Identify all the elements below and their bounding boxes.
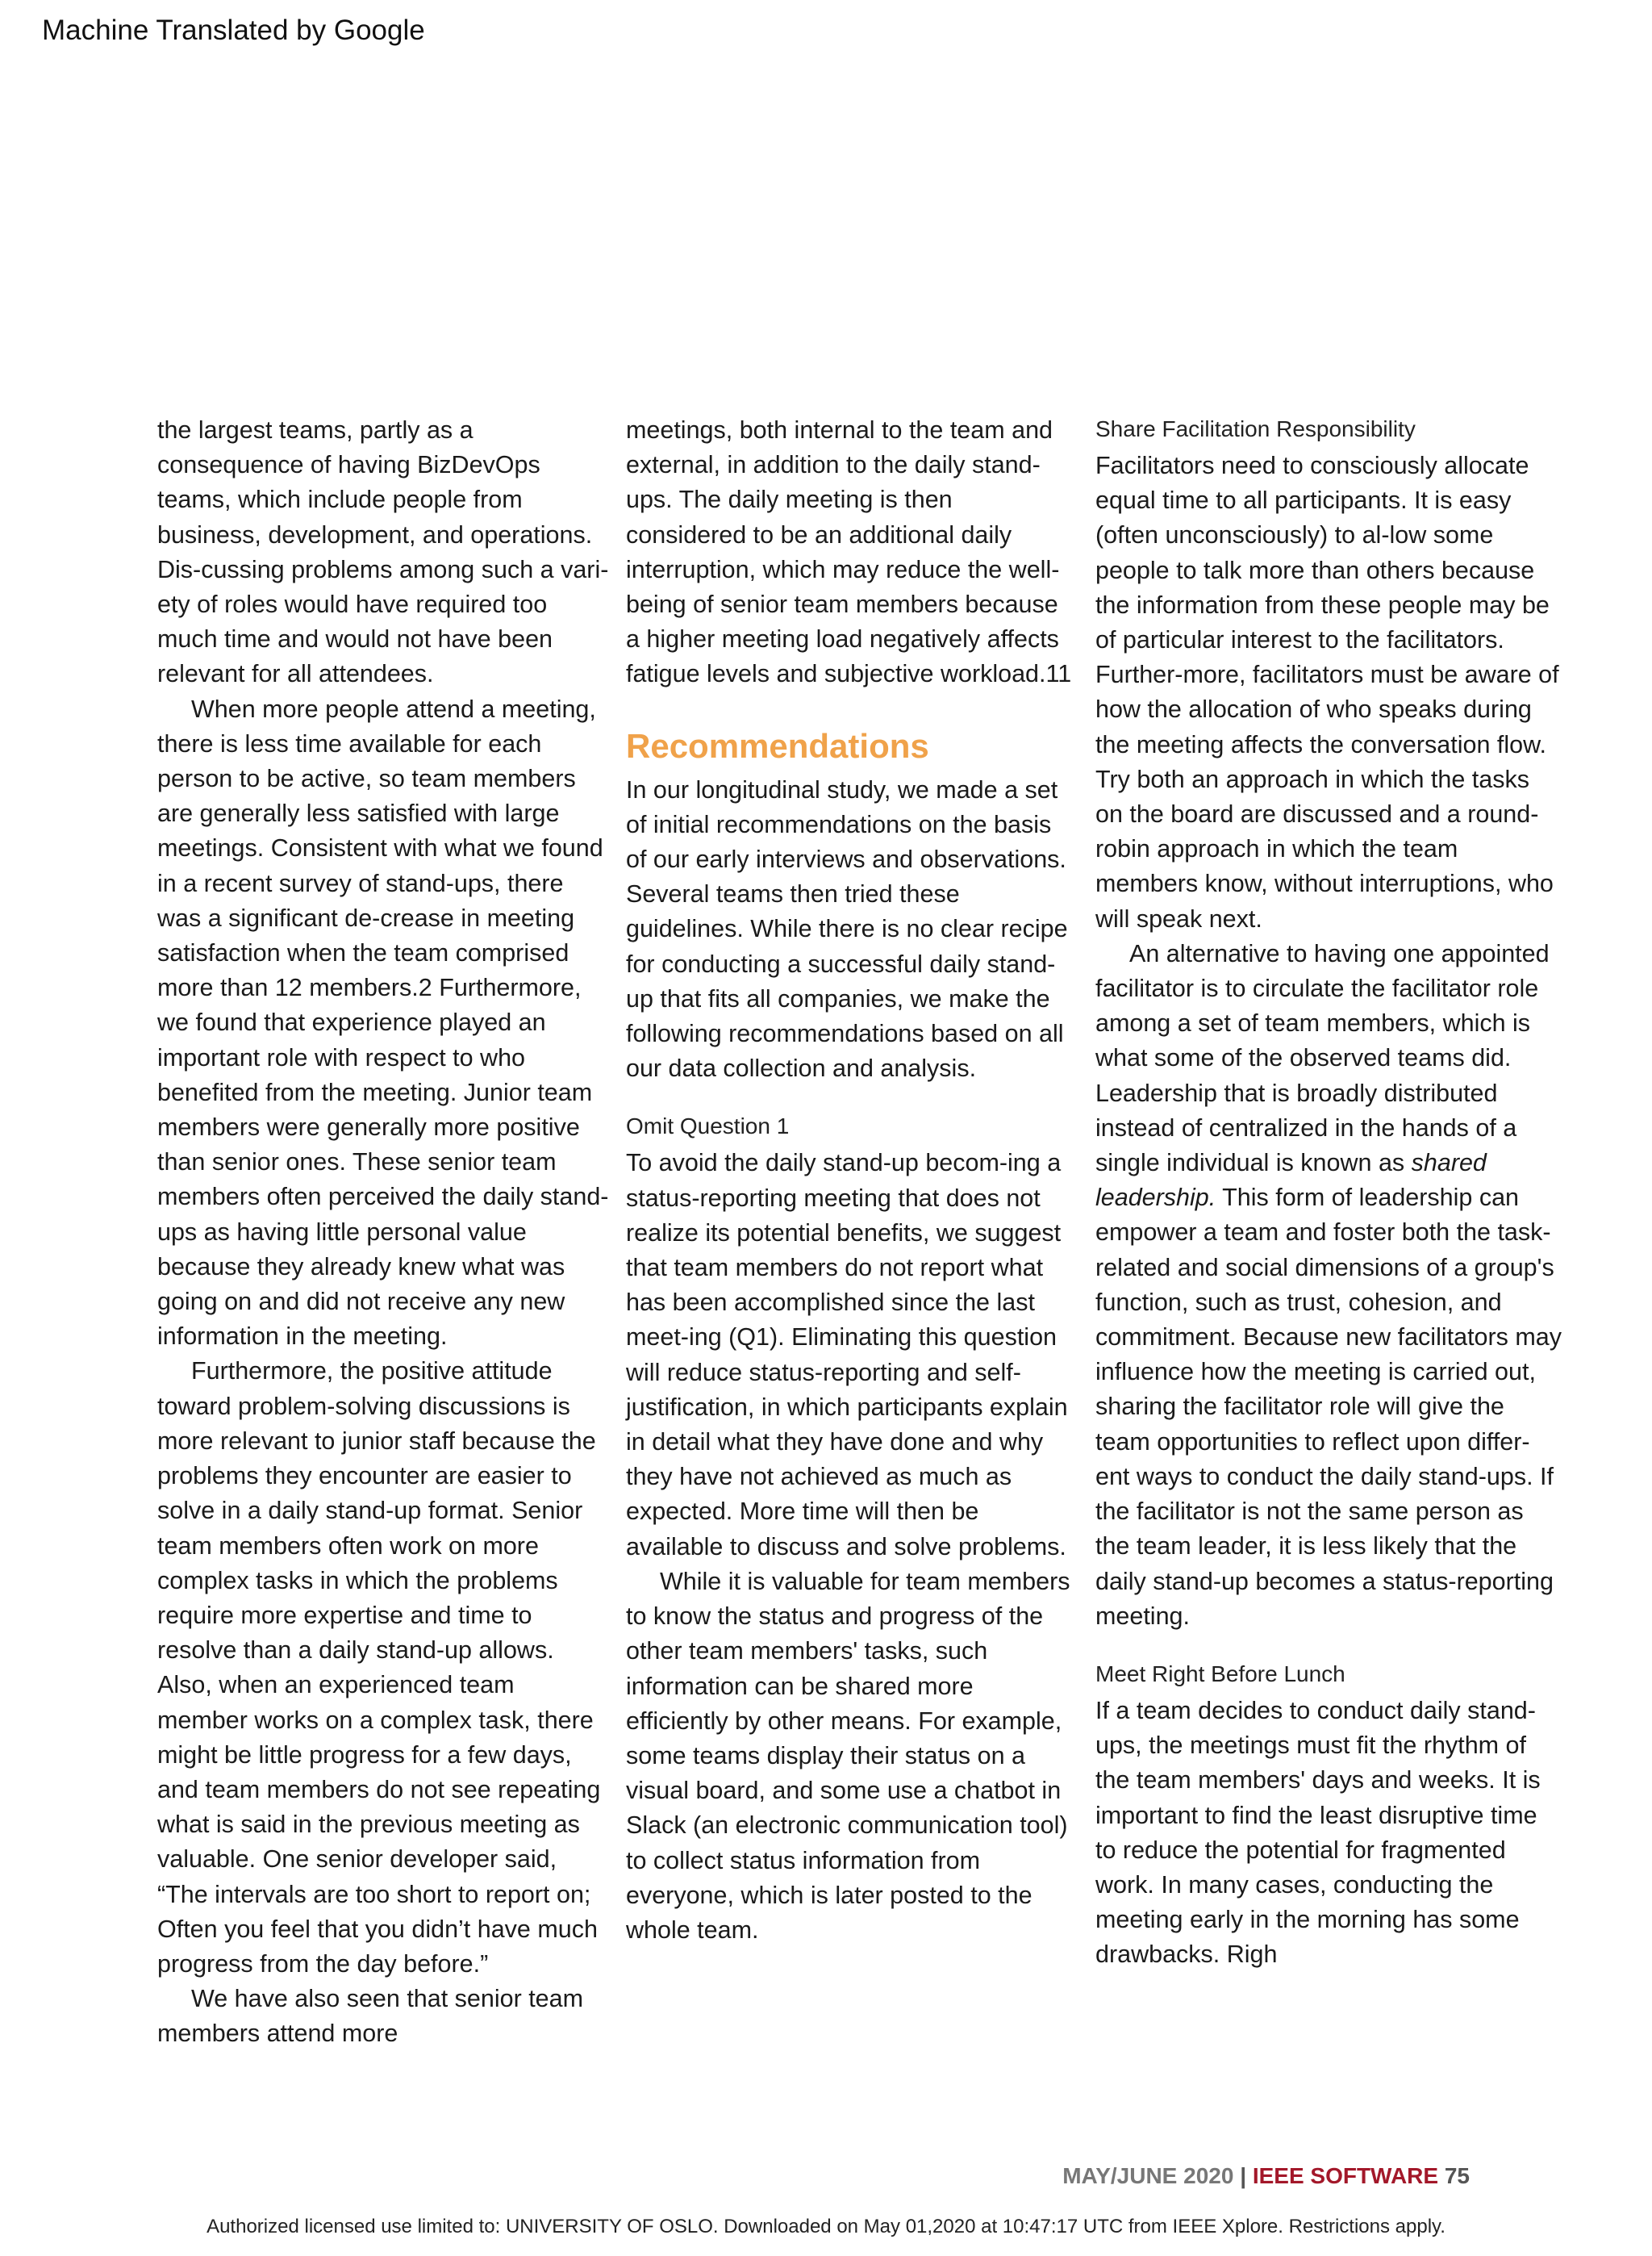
paragraph: We have also seen that senior team members attend more [157, 1985, 584, 2048]
paragraph: If a team decides to conduct daily stand-ups, the meetings must fit the rhythm of the team members' days and weeks. It is important to find the least disruptive time to reduce the potential for fragmented work. In many cases, conducting the meeting early in the morning has some drawbacks. Righ [1095, 1696, 1541, 1969]
paragraph: Facilitators need to consciously allocate equal time to all participants. It is easy (often unconsciously) to al-low some people to talk more than others because the information from these people may be of particular interest to the facilitators. Further-more, facilitators must be aware of how the allocation of who speaks during the meeting affects the conversation flow. Try both an approach in which the tasks on the board are discussed and a round-robin approach in which the team members know, without interruptions, who will speak next. [1095, 452, 1559, 933]
paragraph-text: An alternative to having one appointed facilitator is to circulate the facilitator role among a set of team members, which is what some of the observed teams did. Leadership that is broadly distributed instead of centralized in the hands of a single individual is known as [1095, 939, 1550, 1177]
section-heading-recommendations: Recommendations [626, 726, 929, 765]
license-notice: Authorized licensed use limited to: UNIVERSITY OF OSLO. Downloaded on May 01,2020 at 10:47:17 UTC from IEEE Xplore. Restrictions apply. [206, 2216, 1446, 2237]
emphasis-shared-leadership: shared leadership. [1095, 1149, 1487, 1212]
page-footer [1062, 2163, 1470, 2189]
magazine-name: IEEE SOFTWARE [1252, 2163, 1439, 2188]
footer-separator: | [1240, 2163, 1247, 2188]
paragraph: While it is valuable for team members to know the status and progress of the other team members' tasks, such information can be shared more efficiently by other means. For example, some teams display their status on a visual board, and some use a chatbot in Slack (an electronic communication tool) to collect status information from everyone, which is later posted to the whole team. [626, 1567, 1070, 1944]
issue-date: MAY/JUNE 2020 [1062, 2163, 1234, 2188]
paragraph: meetings, both internal to the team and external, in addition to the daily stand-ups. The daily meeting is then considered to be an additional daily interruption, which may reduce the well-being of senior team members because a higher meeting load negatively affects fatigue levels and subjective workload.11 [626, 416, 1072, 688]
paragraph: To avoid the daily stand-up becom-ing a status-reporting meeting that does not realize its potential benefits, we suggest that team members do not report what has been accomplished since the last meet-ing (Q1). Eliminating this question will reduce status-reporting and self-justification, in which participants explain in detail what they have done and why they have not achieved as much as expected. More time will then be available to discuss and solve problems. [626, 1149, 1068, 1560]
paragraph: In our longitudinal study, we made a set of initial recommendations on the basis of our early interviews and observations. Several teams then tried these guidelines. While there is no clear recipe for conducting a successful daily stand-up that fits all companies, we make the following recommendations based on all our data collection and analysis. [626, 775, 1068, 1083]
subheading-share-facilitation: Share Facilitation Responsibility [1095, 416, 1416, 441]
text-column-middle [626, 413, 1078, 1948]
paragraph: Furthermore, the positive attitude toward problem-solving discussions is more relevant to junior staff because the problems they encounter are easier to solve in a daily stand-up format. Senior team members often work on more complex tasks in which the problems require more expertise and time to resolve than a daily stand-up allows. Also, when an experienced team member works on a complex task, there might be little progress for a few days, and team members do not see repeating what is said in the previous meeting as valuable. One senior developer said, “The intervals are too short to report on; Often you feel that you didn’t have much progress from the day before.” [157, 1357, 601, 1978]
paragraph [1095, 937, 1563, 1634]
paragraph: When more people attend a meeting, there is less time available for each person to be active, so team members are generally less satisfied with large meetings. Consistent with what we found in a recent survey of stand-ups, there was a significant de-crease in meeting satisfaction when the team comprised more than 12 members.2 Furthermore, we found that experience played an important role with respect to who benefited from the meeting. Junior team members were generally more positive than senior ones. These senior team members often perceived the daily stand-ups as having little personal value because they already knew what was going on and did not receive any new information in the meeting. [157, 695, 609, 1351]
subheading-meet-before-lunch: Meet Right Before Lunch [1095, 1661, 1345, 1686]
subheading-omit-question-1: Omit Question 1 [626, 1113, 790, 1139]
machine-translation-banner: Machine Translated by Google [42, 15, 425, 46]
text-column-right [1095, 413, 1563, 1973]
paragraph-text: This form of leadership can empower a team and foster both the task-related and social dimensions of a group's function, such as trust, cohesion, and commitment. Because new facilitators may influence how the meeting is carried out, sharing the facilitator role will give the team opportunities to reflect upon differ-ent ways to conduct the daily stand-ups. If the facilitator is not the same person as the team leader, it is less likely that the daily stand-up becomes a status-reporting meeting. [1095, 1184, 1562, 1630]
text-column-left [157, 413, 609, 2052]
paragraph: the largest teams, partly as a consequence of having BizDevOps teams, which include people from business, development, and operations. Dis-cussing problems among such a vari-ety of roles would have required too much time and would not have been relevant for all attendees. [157, 416, 609, 688]
page-number: 75 [1444, 2163, 1470, 2188]
